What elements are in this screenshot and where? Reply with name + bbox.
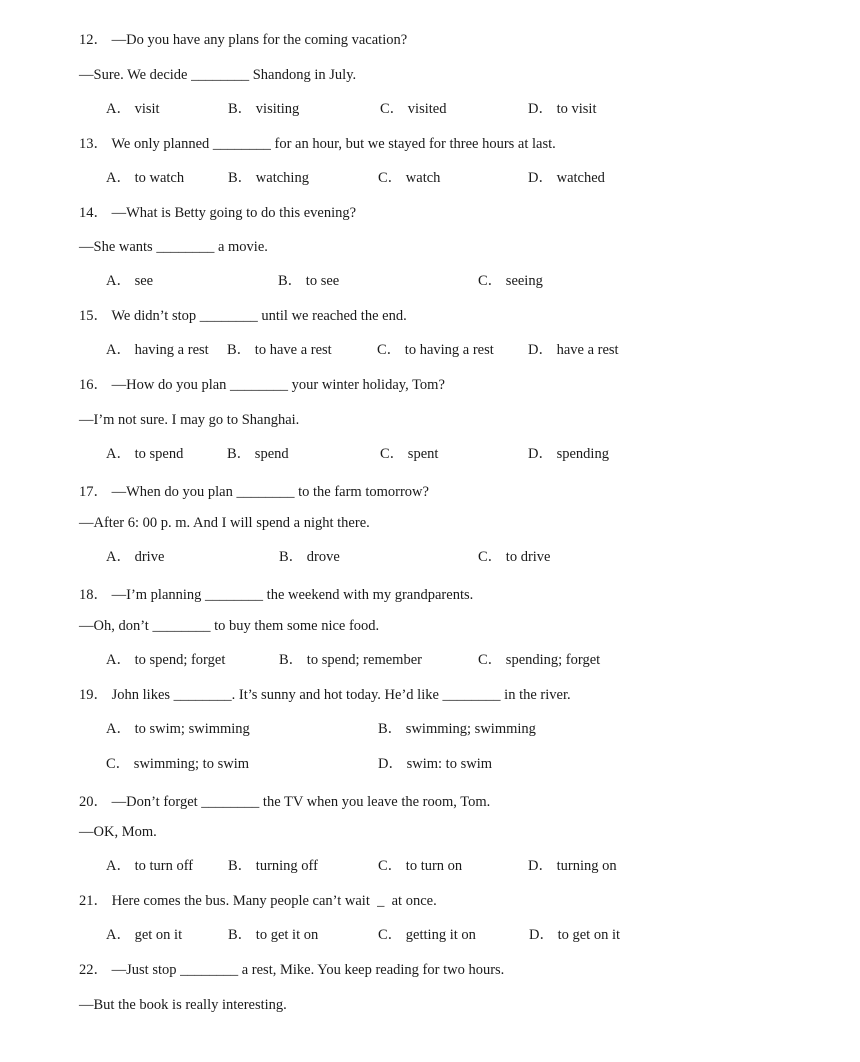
question-20-option-c: C． to turn on — [378, 858, 463, 874]
question-17-stem: 17． —When do you plan ________ to the farm tomorrow? — [79, 484, 429, 500]
question-19-option-b: B． swimming; swimming — [378, 721, 536, 737]
question-16-option-b: B． spend — [227, 446, 289, 462]
question-21-stem: 21． Here comes the bus. Many people can’t wait _ at once. — [79, 893, 437, 909]
question-19-stem: 19． John likes ________. It’s sunny and hot today. He’d like ________ in the river. — [79, 687, 571, 703]
question-18-option-c: C． spending; forget — [478, 652, 601, 668]
question-15-option-b: B． to have a rest — [227, 342, 332, 358]
question-19-option-d: D． swim: to swim — [378, 756, 492, 772]
question-21-option-c: C． getting it on — [378, 927, 476, 943]
question-12-option-b: B． visiting — [228, 101, 300, 117]
question-14-option-c: C． seeing — [478, 273, 543, 289]
question-17-option-a: A． drive — [106, 549, 165, 565]
question-14-option-b: B． to see — [278, 273, 340, 289]
question-14-stem-reply: —She wants ________ a movie. — [79, 239, 268, 255]
question-17-option-b: B． drove — [279, 549, 340, 565]
question-13-option-d: D． watched — [528, 170, 605, 186]
question-22-stem-reply: —But the book is really interesting. — [79, 997, 287, 1013]
question-20-option-d: D． turning on — [528, 858, 617, 874]
question-21-option-b: B． to get it on — [228, 927, 319, 943]
question-20-stem-reply: —OK, Mom. — [79, 824, 157, 840]
question-12-stem: 12． —Do you have any plans for the coming vacation? — [79, 32, 408, 48]
question-15-stem: 15． We didn’t stop ________ until we reached the end. — [79, 308, 407, 324]
question-14-option-a: A． see — [106, 273, 154, 289]
question-13-option-c: C． watch — [378, 170, 441, 186]
question-21-option-d: D． to get on it — [529, 927, 621, 943]
question-13-option-a: A． to watch — [106, 170, 185, 186]
question-16-stem: 16． —How do you plan ________ your winter holiday, Tom? — [79, 377, 445, 393]
question-12-option-a: A． visit — [106, 101, 160, 117]
question-18-option-a: A． to spend; forget — [106, 652, 226, 668]
question-18-option-b: B． to spend; remember — [279, 652, 422, 668]
question-12-option-d: D． to visit — [528, 101, 597, 117]
question-19-option-a: A． to swim; swimming — [106, 721, 250, 737]
question-16-option-a: A． to spend — [106, 446, 184, 462]
question-15-option-a: A． having a rest — [106, 342, 209, 358]
question-13-option-b: B． watching — [228, 170, 309, 186]
question-14-stem: 14． —What is Betty going to do this evening? — [79, 205, 357, 221]
question-16-option-c: C． spent — [380, 446, 439, 462]
question-17-option-c: C． to drive — [478, 549, 551, 565]
question-15-option-d: D． have a rest — [528, 342, 619, 358]
question-20-option-b: B． turning off — [228, 858, 318, 874]
question-16-option-d: D． spending — [528, 446, 609, 462]
question-18-stem: 18． —I’m planning ________ the weekend with my grandparents. — [79, 587, 474, 603]
question-21-option-a: A． get on it — [106, 927, 183, 943]
question-12-stem-reply: —Sure. We decide ________ Shandong in July. — [79, 67, 357, 83]
question-20-option-a: A． to turn off — [106, 858, 194, 874]
question-17-stem-reply: —After 6: 00 p. m. And I will spend a night there. — [79, 515, 370, 531]
question-19-option-c: C． swimming; to swim — [106, 756, 250, 772]
question-15-option-c: C． to having a rest — [377, 342, 494, 358]
question-16-stem-reply: —I’m not sure. I may go to Shanghai. — [79, 412, 300, 428]
question-12-option-c: C． visited — [380, 101, 447, 117]
question-18-stem-reply: —Oh, don’t ________ to buy them some nice food. — [79, 618, 380, 634]
question-20-stem: 20． —Don’t forget ________ the TV when you leave the room, Tom. — [79, 794, 491, 810]
question-22-stem: 22． —Just stop ________ a rest, Mike. You keep reading for two hours. — [79, 962, 505, 978]
question-13-stem: 13． We only planned ________ for an hour, but we stayed for three hours at last. — [79, 136, 556, 152]
